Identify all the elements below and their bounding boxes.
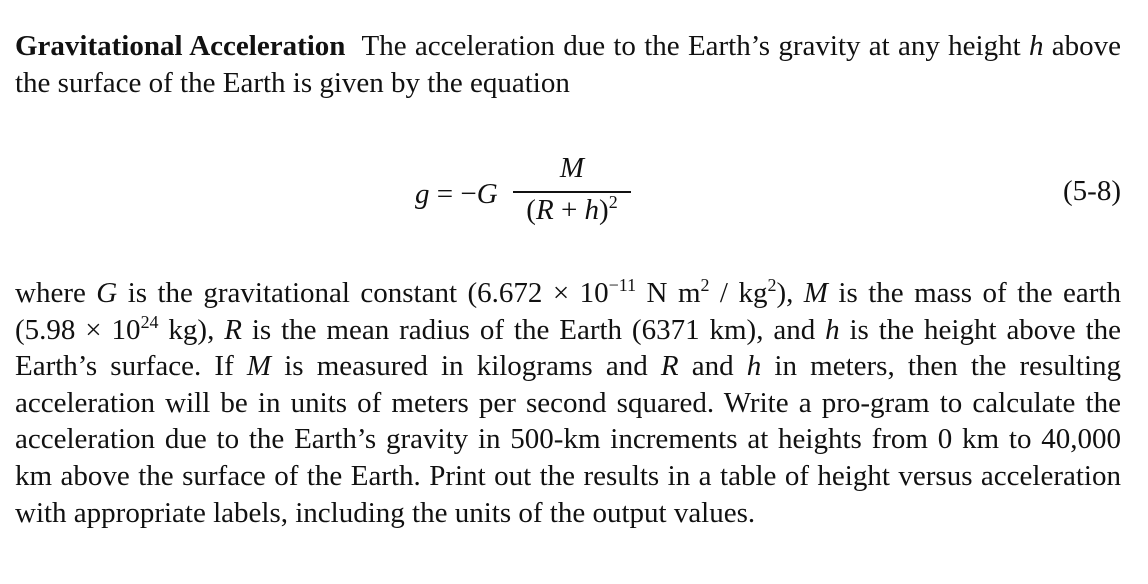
- body-exponent: 24: [140, 311, 159, 332]
- body-exponent: 2: [700, 274, 710, 295]
- intro-var-h: h: [1028, 30, 1044, 62]
- body-text: / kg: [709, 277, 768, 309]
- body-text: where: [15, 277, 97, 309]
- body-text: is the gravitational constant (6.672 × 10: [117, 277, 609, 309]
- intro-paragraph: [15, 28, 1121, 101]
- body-var: h: [746, 350, 762, 383]
- intro-text-2: above the surface of the Earth is given by the equation: [15, 30, 1122, 99]
- eq-den-exponent: 2: [608, 191, 618, 212]
- eq-var-G: G: [476, 178, 498, 210]
- eq-denominator: [513, 191, 631, 227]
- body-var: G: [96, 277, 118, 309]
- equation-number: (5-8): [1063, 175, 1121, 207]
- body-text: is measured in kilograms and: [271, 350, 661, 383]
- eq-equals-minus: = −: [429, 178, 477, 210]
- eq-var-g: g: [415, 178, 430, 210]
- eq-den-var-h: h: [584, 194, 600, 226]
- body-text: is the height above the Earth’s surface. If: [15, 313, 1122, 383]
- body-text: in meters, then the resulting acceleration will be in units of meters per second squared. Write a pro-​gram to calculate the acceleration due to the Earth’s gravity in 500-km increments at heights from 0 km to 40,000 km above the surface of the Earth. Print out the results in a table of height versus acceleration with appropriate labels, including the units of the output values.: [15, 350, 1122, 529]
- equation-lhs: [415, 178, 498, 211]
- eq-den-plus: +: [553, 194, 585, 226]
- body-exponent: −11: [608, 274, 637, 295]
- body-var: M: [803, 277, 828, 309]
- eq-den-open-paren: (: [526, 194, 536, 226]
- problem-paragraph: [15, 275, 1121, 531]
- section-heading: Gravitational Acceleration: [15, 30, 346, 62]
- body-text: N m: [636, 277, 701, 309]
- equation-5-8: [0, 150, 1148, 240]
- body-var: R: [224, 313, 242, 346]
- eq-numerator: M: [559, 152, 585, 184]
- body-exponent: 2: [767, 274, 777, 295]
- body-text: is the mean radius of the Earth (6371 km), and: [241, 313, 826, 346]
- intro-text-1: The acceleration due to the Earth’s gravity at any height: [361, 30, 1021, 62]
- body-var: M: [246, 350, 272, 383]
- eq-den-close-paren: ): [599, 194, 609, 226]
- body-text: ),: [776, 277, 804, 309]
- eq-den-var-R: R: [535, 194, 554, 226]
- body-text: kg),: [158, 313, 225, 346]
- body-text: is the mass of the earth (5.98 × 10: [15, 277, 1121, 346]
- body-var: h: [825, 313, 840, 346]
- equation-fraction: [513, 150, 631, 240]
- body-var: R: [660, 350, 679, 383]
- body-text: and: [678, 350, 747, 383]
